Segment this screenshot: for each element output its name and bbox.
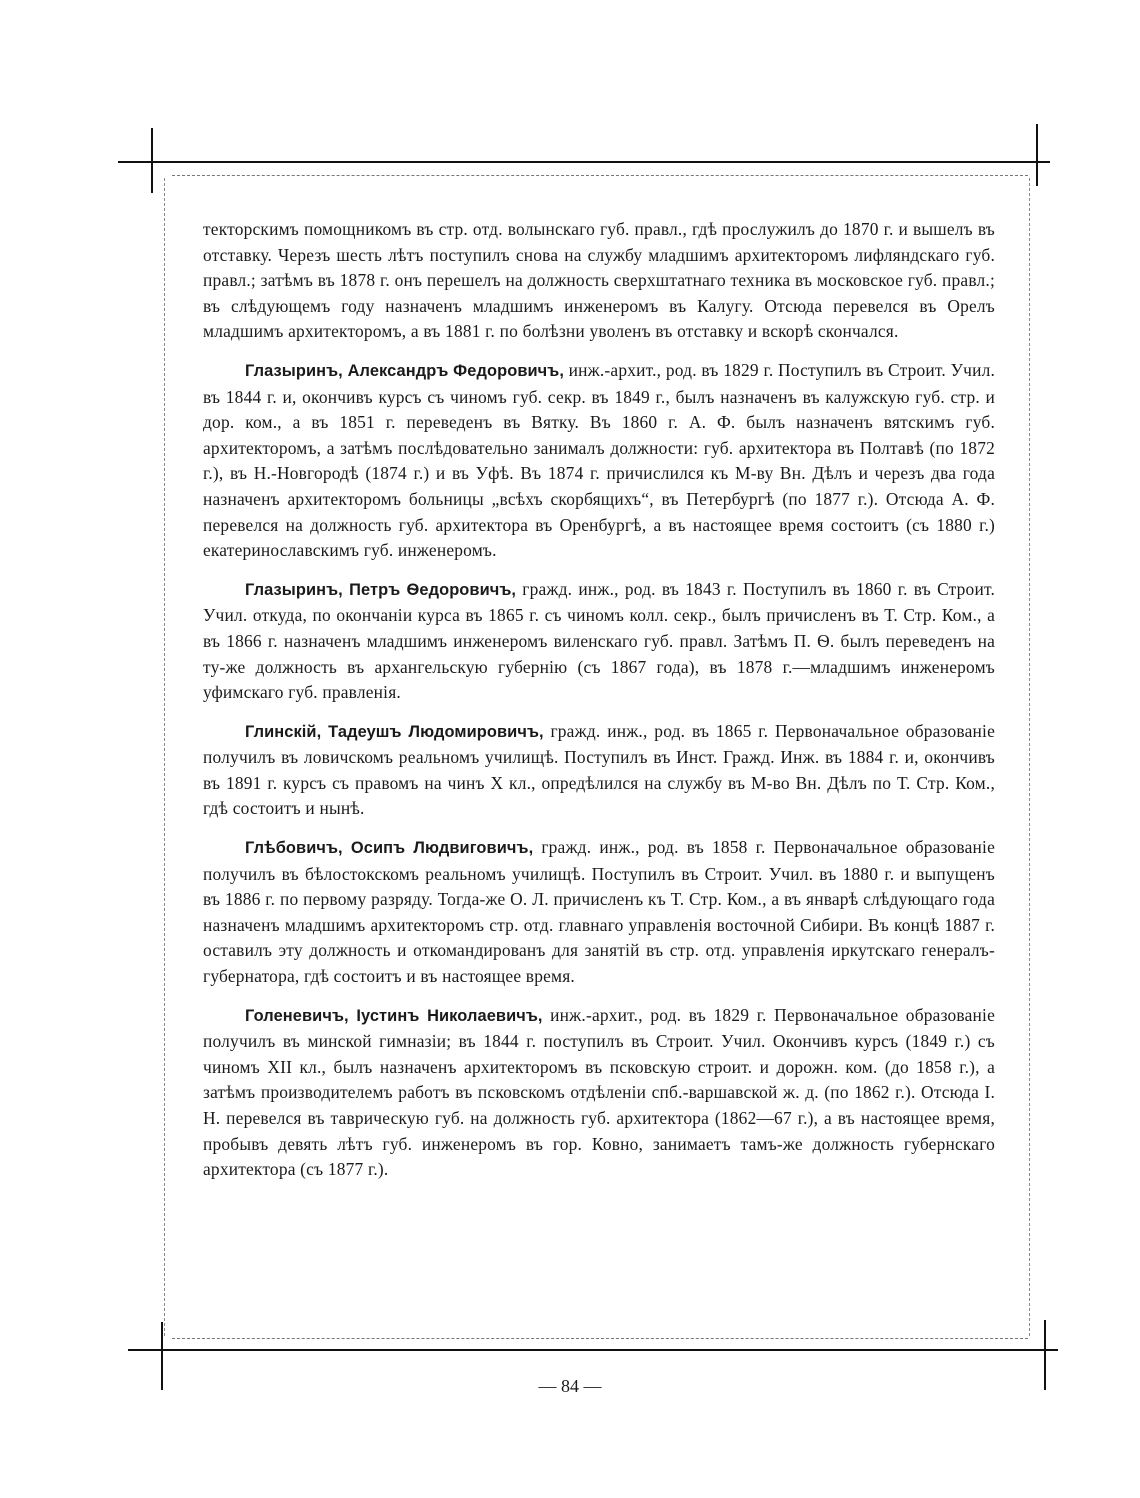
entry-text: инж.-архит., род. въ 1829 г. Поступилъ въ Строит. Учил. въ 1844 г. и, окончивъ курсъ съ чиномъ губ. секр. въ 1849 г., былъ назначенъ въ калужскую губ. стр. и дор. ком., а въ 1851 г. переведенъ въ Вятку. Въ 1860 г. А. Ф. былъ назначенъ вятскимъ губ. архитекторомъ, а затѣмъ послѣдовательно занималъ должности: губ. архитектора въ Полтавѣ (по 1872 г.), въ Н.-Новгородѣ (1874 г.) и въ Уфѣ. Въ 1874 г. причислился къ М-ву Вн. Дѣлъ и черезъ два года назначенъ архитекторомъ больницы „всѣхъ скорбящихъ“, въ Петербургѣ (по 1877 г.). Отсюда А. Ф. перевелся на должность губ. архитектора въ Оренбургѣ, а въ настоящее время состоитъ (съ 1880 г.) екатеринославскимъ губ. инженеромъ. — [203, 359, 995, 561]
entry-glinskii — [203, 719, 995, 822]
top-frame-rule — [118, 161, 1050, 163]
page-number: — 84 — — [538, 1376, 602, 1396]
inner-bottom-border — [172, 1338, 1028, 1339]
entry-text: гражд. инж., род. въ 1843 г. Поступилъ въ 1860 г. въ Строит. Учил. откуда, по окончаніи курса въ 1865 г. съ чиномъ колл. секр., былъ причисленъ въ Т. Стр. Ком., а въ 1866 г. назначенъ младшимъ инженеромъ виленскаго губ. правл. Затѣмъ П. Ѳ. былъ переведенъ на ту-же должность въ архангельскую губернію (съ 1867 года), въ 1878 г.—младшимъ инженеромъ уфимскаго губ. правленія. — [203, 578, 995, 703]
entry-name: Голеневичъ, Іустинъ Николаевичъ, — [245, 1006, 543, 1025]
bottom-frame-rule — [128, 1349, 1058, 1351]
entry-glazyrin-aleksandr — [203, 358, 995, 564]
entry-name: Глазыринъ, Петръ Ѳедоровичъ, — [245, 580, 517, 599]
entry-name: Глѣбовичъ, Осипъ Людвиговичъ, — [245, 839, 534, 858]
entry-name: Глинскій, Тадеушъ Людомировичъ, — [245, 722, 544, 741]
entry-name: Глазыринъ, Александръ Федоровичъ, — [245, 361, 564, 380]
left-frame-rule-top — [151, 128, 153, 193]
entry-text: гражд. инж., род. въ 1865 г. Первоначальное образованіе получилъ въ ловичскомъ реальномъ училищѣ. Поступилъ въ Инст. Гражд. Инж. въ 1884 г. и, окончивъ въ 1891 г. курсъ съ правомъ на чинъ X кл., опредѣлился на службу въ М-во Вн. Дѣлъ по Т. Стр. Ком., гдѣ состоитъ и нынѣ. — [203, 720, 995, 819]
entry-glebovich — [203, 835, 995, 990]
inner-right-border — [1029, 178, 1030, 1336]
entry-glazyrin-petr — [203, 577, 995, 706]
right-frame-rule-top — [1036, 124, 1038, 186]
entry-text: инж.-архит., род. въ 1829 г. Первоначальное образованіе получилъ въ минской гимназіи; въ 1844 г. поступилъ въ Строит. Учил. Окончивъ курсъ (1849 г.) съ чиномъ XII кл., былъ назначенъ архитекторомъ въ псковскую строит. и дорожн. ком. (до 1858 г.), а затѣмъ производителемъ работъ въ псковскомъ отдѣленіи спб.-варшавской ж. д. (по 1862 г.). Отсюда І. Н. перевелся въ таврическую губ. на должность губ. архитектора (1862—67 г.), а въ настоящее время, пробывъ девять лѣтъ губ. инженеромъ въ гор. Ковно, занимаетъ тамъ-же должность губернскаго архитектора (съ 1877 г.). — [203, 1004, 995, 1180]
inner-top-border — [172, 175, 1028, 176]
entry-text: гражд. инж., род. въ 1858 г. Первоначальное образованіе получилъ въ бѣлостокскомъ реальномъ училищѣ. Поступилъ въ Строит. Учил. въ 1880 г. и выпущенъ въ 1886 г. по первому разряду. Тогда-же О. Л. причисленъ къ Т. Стр. Ком., а въ январѣ слѣдующаго года назначенъ младшимъ архитекторомъ стр. отд. главнаго управленія восточной Сибири. Въ концѣ 1887 г. оставилъ эту должность и откомандированъ для занятій въ стр. отд. управленія иркутскаго генералъ-губернатора, гдѣ состоитъ и въ настоящее время. — [203, 837, 995, 987]
intro-paragraph: текторскимъ помощникомъ въ стр. отд. волынскаго губ. правл., гдѣ прослужилъ до 1870 г. и вышелъ въ отставку. Черезъ шесть лѣтъ поступилъ снова на службу младшимъ архитекторомъ лифляндскаго губ. правл.; затѣмъ въ 1878 г. онъ перешелъ на должность сверхштатнаго техника въ московское губ. правл.; въ слѣдующемъ году назначенъ младшимъ инженеромъ въ Калугу. Отсюда перевелся въ Орелъ младшимъ архитекторомъ, а въ 1881 г. по болѣзни уволенъ въ отставку и вскорѣ скончался. — [203, 219, 995, 342]
article-body — [203, 217, 995, 1183]
inner-left-border — [164, 178, 165, 1336]
entry-golenevich — [203, 1003, 995, 1183]
